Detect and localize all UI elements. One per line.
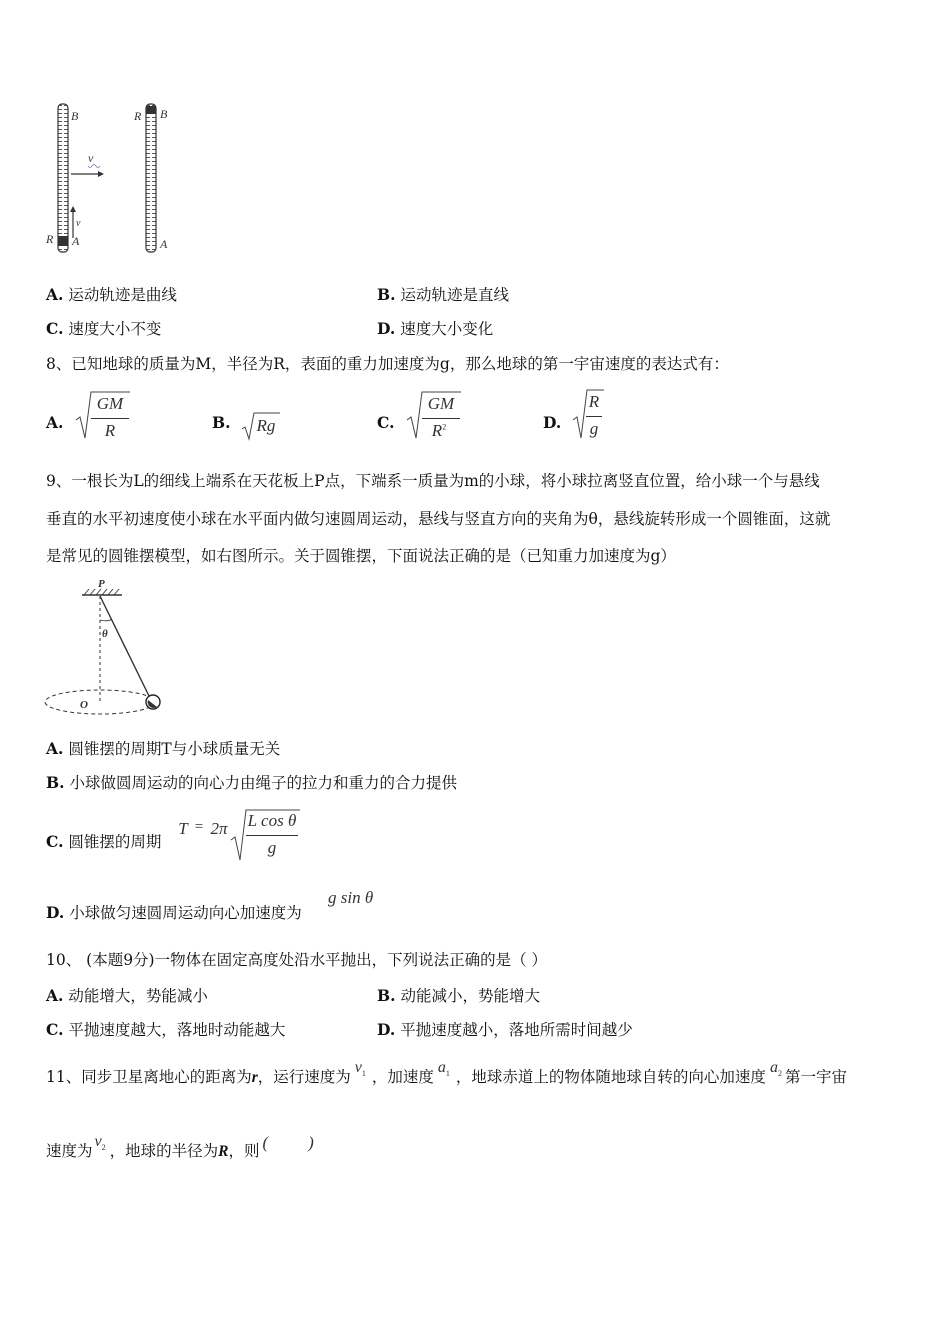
option-text: 小球做圆周运动的向心力由绳子的拉力和重力的合力提供 — [69, 774, 457, 792]
option-key: B. — [377, 285, 396, 304]
left-tube-label-a: A — [72, 234, 80, 248]
q11-text: 速度为 — [46, 1142, 93, 1160]
q8-a-numerator: GM — [96, 394, 124, 413]
option-text: 速度大小不变 — [68, 320, 162, 338]
right-tube-label-a: A — [160, 237, 168, 251]
right-tube — [146, 104, 156, 252]
q11-text: ，加速度 — [371, 1068, 434, 1086]
q11-var-big-r: R — [218, 1143, 229, 1160]
q9-stem-line-3: 是常见的圆锥摆模型，如右图所示。关于圆锥摆，下面说法正确的是（已知重力加速度为g） — [46, 547, 676, 565]
q11-text: ，地球的半径为 — [109, 1142, 219, 1160]
q11-var-v2-sub: 2 — [101, 1143, 106, 1153]
option-key: B. — [46, 773, 65, 792]
option-text: 动能减小，势能增大 — [400, 987, 540, 1005]
q8-c-den-base: R — [431, 421, 443, 440]
q11-line-2 — [46, 1133, 314, 1169]
q11-var-a2-sub: 2 — [777, 1069, 782, 1079]
q8-c-numerator: GM — [427, 394, 455, 413]
q7-option-c — [46, 318, 161, 340]
q11-text: ，则 — [228, 1142, 260, 1160]
option-text: 圆锥摆的周期T与小球质量无关 — [68, 740, 281, 758]
figure-conical-pendulum — [42, 574, 172, 722]
q11-text: 11、同步卫星离地心的距离为 — [46, 1068, 252, 1086]
q9-option-c — [46, 831, 161, 853]
option-text: 平抛速度越小，落地所需时间越少 — [400, 1021, 633, 1039]
option-text: 小球做匀速圆周运动向心加速度为 — [69, 904, 302, 922]
q8-option-d-key: D. — [543, 413, 562, 432]
q11-var-r: r — [251, 1069, 258, 1086]
figure-label-p: P — [98, 578, 105, 590]
q9-c-formula-denominator: g — [267, 838, 277, 857]
q11-var-v1 — [351, 1059, 372, 1079]
q9-c-formula-eq: = — [194, 819, 204, 835]
q10-stem: 10、 (本题9分)一物体在固定高度处沿水平抛出，下列说法正确的是（ ） — [46, 951, 548, 969]
fraction-bar — [422, 418, 460, 419]
q11-answer-paren-open: ( — [262, 1133, 269, 1152]
figure-label-o: O — [80, 699, 88, 711]
option-key: C. — [46, 319, 64, 338]
q8-c-denominator — [419, 421, 459, 441]
option-text: 速度大小变化 — [400, 320, 494, 338]
q11-text: ，运行速度为 — [257, 1068, 351, 1086]
q11-var-a1 — [434, 1059, 456, 1079]
q11-var-v2 — [93, 1133, 110, 1153]
q9-stem-line-1: 9、一根长为L的细线上端系在天花板上P点，下端系一质量为m的小球，将小球拉离竖直位置，给小球一个与悬线 — [46, 472, 820, 490]
fraction-bar — [246, 835, 298, 836]
option-text: 平抛速度越大，落地时动能越大 — [68, 1021, 286, 1039]
option-key: D. — [377, 319, 396, 338]
fraction-bar — [91, 418, 129, 419]
option-key: D. — [46, 903, 65, 922]
option-key: A. — [46, 739, 64, 758]
q11-text: ，地球赤道上的物体随地球自转的向心加速度 — [455, 1068, 766, 1086]
q9-option-b — [46, 772, 457, 794]
q9-c-formula-coef: 2π — [210, 819, 228, 838]
fraction-bar — [586, 416, 602, 417]
option-text: 运动轨迹是直线 — [400, 286, 509, 304]
q11-var-v1-base: v — [354, 1059, 362, 1076]
option-key: A. — [46, 285, 64, 304]
q8-option-c-key: C. — [377, 413, 395, 432]
q11-text: 第一宇宙 — [784, 1068, 847, 1086]
q8-b-radicand: Rg — [256, 416, 276, 435]
left-tube-label-r: R — [46, 232, 54, 246]
q11-var-v1-sub: 1 — [361, 1069, 366, 1079]
option-key: B. — [377, 986, 396, 1005]
q11-var-a2-base: a — [769, 1059, 778, 1076]
q9-d-formula: g sin θ — [328, 888, 374, 907]
q8-c-den-exponent: 2 — [442, 422, 447, 432]
q7-option-a — [46, 284, 177, 306]
q8-stem: 8、已知地球的质量为M，半径为R，表面的重力加速度为g，那么地球的第一宇宙速度的表达式有： — [46, 355, 729, 373]
option-text: 圆锥摆的周期 — [68, 833, 162, 851]
q10-option-c — [46, 1019, 285, 1041]
q7-option-b — [377, 284, 509, 306]
q8-d-numerator: R — [588, 392, 600, 411]
q8-option-b-key: B. — [212, 413, 231, 432]
option-key: C. — [46, 1020, 64, 1039]
q11-answer-paren-close: ) — [308, 1133, 314, 1152]
q11-line-1 — [46, 1059, 847, 1095]
option-text: 运动轨迹是曲线 — [68, 286, 177, 304]
q9-option-a — [46, 738, 280, 760]
figure-label-theta: θ — [102, 628, 108, 640]
q11-var-a1-base: a — [437, 1059, 446, 1076]
option-key: D. — [377, 1020, 396, 1039]
left-tube-label-b: B — [71, 109, 79, 123]
option-text: 动能增大，势能减小 — [68, 987, 208, 1005]
q11-var-a2 — [766, 1059, 785, 1079]
q8-d-denominator: g — [589, 419, 599, 438]
q10-option-b — [377, 985, 540, 1007]
figure-tubes — [40, 98, 190, 258]
q8-a-denominator: R — [104, 421, 116, 440]
right-tube-label-r: R — [134, 109, 142, 123]
q9-stem-line-2: 垂直的水平初速度使小球在水平面内做匀速圆周运动，悬线与竖直方向的夹角为θ，悬线旋转形成一个圆锥面，这就 — [46, 510, 831, 528]
q9-option-d — [46, 902, 302, 924]
q10-option-a — [46, 985, 208, 1007]
left-tube — [58, 104, 104, 252]
option-key: A. — [46, 986, 64, 1005]
q11-var-v2-base: v — [94, 1133, 102, 1150]
q7-option-d — [377, 318, 493, 340]
q9-c-formula-numerator: L cos θ — [247, 811, 297, 830]
q8-option-a-key: A. — [46, 413, 64, 432]
q11-var-a1-sub: 1 — [445, 1069, 450, 1079]
left-tube-label-horizontal-v: v — [88, 151, 94, 165]
q10-option-d — [377, 1019, 633, 1041]
right-tube-label-b: B — [160, 107, 168, 121]
left-tube-label-vertical-v: v — [76, 218, 81, 229]
q9-c-formula-lhs: T — [178, 819, 188, 838]
option-key: C. — [46, 832, 64, 851]
